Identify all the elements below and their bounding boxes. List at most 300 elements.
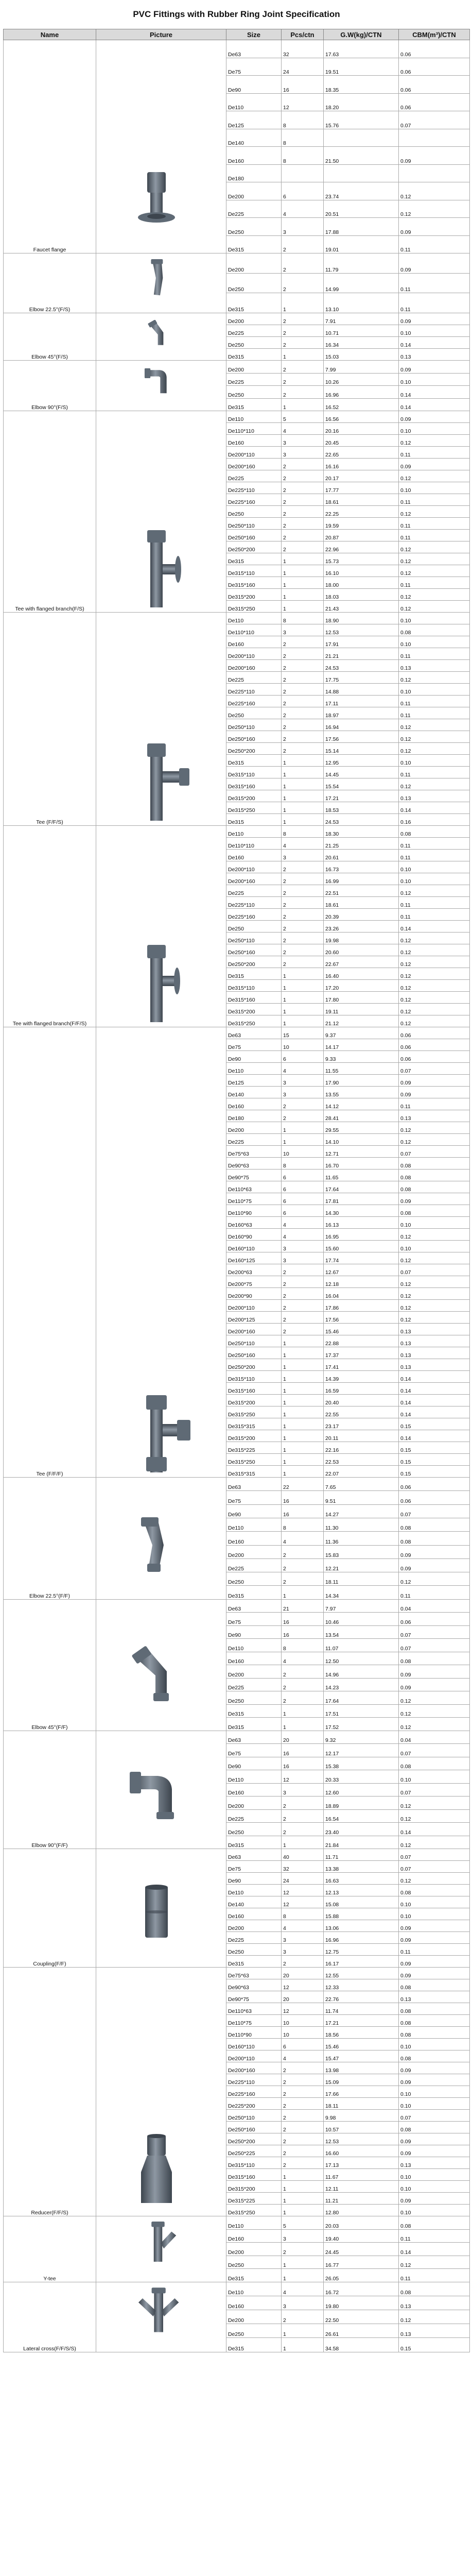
pcs-cell: 3 bbox=[282, 1783, 324, 1797]
gw-cell: 11.65 bbox=[324, 1170, 399, 1181]
size-cell: De160*110 bbox=[226, 1241, 282, 1252]
gw-cell: 12.75 bbox=[324, 1944, 399, 1956]
pcs-cell: 2 bbox=[282, 1797, 324, 1810]
size-cell: De200*110 bbox=[226, 447, 282, 459]
pcs-cell: 2 bbox=[282, 1312, 324, 1324]
cbm-cell: 0.14 bbox=[399, 1823, 470, 1836]
pcs-cell: 1 bbox=[282, 1718, 324, 1731]
gw-cell: 10.26 bbox=[324, 373, 399, 386]
gw-cell: 17.66 bbox=[324, 2086, 399, 2098]
pcs-cell: 16 bbox=[282, 1625, 324, 1639]
size-cell: De315*200 bbox=[226, 1004, 282, 1015]
gw-cell: 22.65 bbox=[324, 447, 399, 459]
gw-cell: 11.71 bbox=[324, 1849, 399, 1861]
gw-cell: 17.75 bbox=[324, 672, 399, 684]
gw-cell: 12.55 bbox=[324, 1968, 399, 1979]
gw-cell: 22.76 bbox=[324, 1991, 399, 2003]
size-cell: De315*200 bbox=[226, 790, 282, 802]
cbm-cell: 0.08 bbox=[399, 2003, 470, 2015]
cbm-cell: 0.14 bbox=[399, 1371, 470, 1383]
size-cell: De315 bbox=[226, 1836, 282, 1849]
cbm-cell: 0.12 bbox=[399, 1004, 470, 1015]
gw-cell: 12.53 bbox=[324, 624, 399, 636]
cbm-cell: 0.10 bbox=[399, 1908, 470, 1920]
gw-cell: 12.17 bbox=[324, 1744, 399, 1757]
cbm-cell: 0.12 bbox=[399, 1704, 470, 1718]
gw-cell: 12.13 bbox=[324, 1885, 399, 1896]
product-name: Tee (F/F/F) bbox=[4, 1027, 96, 1478]
pcs-cell: 2 bbox=[282, 1545, 324, 1558]
cbm-cell: 0.14 bbox=[399, 1406, 470, 1418]
cbm-cell: 0.11 bbox=[399, 1586, 470, 1599]
size-cell: De250*110 bbox=[226, 2110, 282, 2122]
size-cell: De315*315 bbox=[226, 1418, 282, 1430]
gw-cell: 10.46 bbox=[324, 1613, 399, 1626]
cbm-cell: 0.15 bbox=[399, 1454, 470, 1466]
pcs-cell: 8 bbox=[282, 129, 324, 147]
size-cell: De225*160 bbox=[226, 696, 282, 707]
pcs-cell: 2 bbox=[282, 2133, 324, 2145]
gw-cell: 14.10 bbox=[324, 1134, 399, 1146]
pcs-cell: 1 bbox=[282, 2169, 324, 2181]
size-cell: De315*250 bbox=[226, 802, 282, 814]
pcs-cell: 2 bbox=[282, 2098, 324, 2110]
cbm-cell: 0.09 bbox=[399, 1193, 470, 1205]
gw-cell: 17.77 bbox=[324, 482, 399, 494]
gw-cell: 21.25 bbox=[324, 838, 399, 850]
cbm-cell: 0.11 bbox=[399, 1098, 470, 1110]
gw-cell: 16.77 bbox=[324, 2256, 399, 2269]
size-cell: De225 bbox=[226, 325, 282, 337]
size-cell: De315 bbox=[226, 814, 282, 826]
cbm-cell: 0.11 bbox=[399, 518, 470, 530]
pcs-cell: 2 bbox=[282, 518, 324, 530]
pcs-cell: 4 bbox=[282, 1229, 324, 1241]
size-cell: De200 bbox=[226, 253, 282, 274]
product-name: Elbow 90°(F/S) bbox=[4, 361, 96, 411]
cbm-cell: 0.09 bbox=[399, 1087, 470, 1098]
size-cell: De250*200 bbox=[226, 743, 282, 755]
table-row bbox=[4, 1849, 470, 1861]
pcs-cell: 1 bbox=[282, 755, 324, 767]
size-cell: De315 bbox=[226, 755, 282, 767]
cbm-cell: 0.10 bbox=[399, 1241, 470, 1252]
size-cell: De200 bbox=[226, 1920, 282, 1932]
pcs-cell: 12 bbox=[282, 2003, 324, 2015]
gw-cell: 16.13 bbox=[324, 1217, 399, 1229]
pcs-cell: 4 bbox=[282, 1532, 324, 1545]
size-cell: De200*110 bbox=[226, 648, 282, 660]
cbm-cell: 0.12 bbox=[399, 1691, 470, 1705]
pcs-cell: 4 bbox=[282, 200, 324, 218]
gw-cell: 13.54 bbox=[324, 1625, 399, 1639]
gw-cell: 22.96 bbox=[324, 541, 399, 553]
size-cell: De250 bbox=[226, 2256, 282, 2269]
size-cell: De160*63 bbox=[226, 1217, 282, 1229]
gw-cell: 18.11 bbox=[324, 1572, 399, 1586]
cbm-cell: 0.12 bbox=[399, 589, 470, 601]
pcs-cell: 8 bbox=[282, 826, 324, 838]
gw-cell: 21.43 bbox=[324, 601, 399, 613]
cbm-cell: 0.06 bbox=[399, 1613, 470, 1626]
cbm-cell: 0.12 bbox=[399, 1015, 470, 1027]
pcs-cell: 40 bbox=[282, 1849, 324, 1861]
pcs-cell: 8 bbox=[282, 1908, 324, 1920]
product-name: Coupling(F/F) bbox=[4, 1849, 96, 1968]
pcs-cell: 2 bbox=[282, 459, 324, 470]
gw-cell: 17.56 bbox=[324, 731, 399, 743]
cbm-cell: 0.11 bbox=[399, 577, 470, 589]
cbm-cell: 0.09 bbox=[399, 1932, 470, 1944]
cbm-cell: 0.08 bbox=[399, 1518, 470, 1531]
cbm-cell: 0.14 bbox=[399, 386, 470, 399]
gw-cell: 13.10 bbox=[324, 293, 399, 313]
size-cell: De250 bbox=[226, 921, 282, 933]
pcs-cell: 2 bbox=[282, 885, 324, 897]
gw-cell: 11.07 bbox=[324, 1639, 399, 1652]
pcs-cell: 1 bbox=[282, 2181, 324, 2193]
size-cell: De75 bbox=[226, 1491, 282, 1504]
cbm-cell: 0.12 bbox=[399, 944, 470, 956]
pcs-cell: 3 bbox=[282, 1075, 324, 1087]
size-cell: De160 bbox=[226, 1652, 282, 1665]
gw-cell: 16.99 bbox=[324, 873, 399, 885]
size-cell: De75 bbox=[226, 58, 282, 76]
gw-cell: 11.55 bbox=[324, 1063, 399, 1075]
pcs-cell: 1 bbox=[282, 293, 324, 313]
gw-cell: 12.53 bbox=[324, 2133, 399, 2145]
gw-cell: 26.05 bbox=[324, 2269, 399, 2282]
pcs-cell: 16 bbox=[282, 1504, 324, 1518]
table-row bbox=[4, 1968, 470, 1979]
pcs-cell: 2 bbox=[282, 1300, 324, 1312]
cbm-cell: 0.08 bbox=[399, 2050, 470, 2062]
cbm-cell: 0.08 bbox=[399, 2216, 470, 2230]
gw-cell: 15.47 bbox=[324, 2050, 399, 2062]
pcs-cell: 3 bbox=[282, 218, 324, 236]
gw-cell: 15.46 bbox=[324, 1324, 399, 1335]
size-cell: De315*110 bbox=[226, 1371, 282, 1383]
pcs-cell: 4 bbox=[282, 838, 324, 850]
cbm-cell: 0.11 bbox=[399, 850, 470, 861]
cbm-cell: 0.07 bbox=[399, 1744, 470, 1757]
gw-cell: 16.60 bbox=[324, 2145, 399, 2157]
pcs-cell: 6 bbox=[282, 1205, 324, 1217]
pcs-cell: 10 bbox=[282, 2027, 324, 2039]
cbm-cell: 0.15 bbox=[399, 1466, 470, 1478]
gw-cell: 20.45 bbox=[324, 435, 399, 447]
cbm-cell: 0.10 bbox=[399, 2086, 470, 2098]
pcs-cell: 1 bbox=[282, 1406, 324, 1418]
cbm-cell: 0.07 bbox=[399, 111, 470, 129]
pcs-cell: 2 bbox=[282, 672, 324, 684]
gw-cell: 10.57 bbox=[324, 2122, 399, 2133]
product-name: Lateral cross(F/F/S/S) bbox=[4, 2282, 96, 2352]
cbm-cell: 0.09 bbox=[399, 1665, 470, 1679]
pcs-cell: 2 bbox=[282, 2062, 324, 2074]
cbm-cell: 0.10 bbox=[399, 1896, 470, 1908]
cbm-cell: 0.10 bbox=[399, 373, 470, 386]
pcs-cell: 2 bbox=[282, 1678, 324, 1691]
gw-cell: 28.41 bbox=[324, 1110, 399, 1122]
cbm-cell: 0.12 bbox=[399, 1809, 470, 1823]
size-cell: De200 bbox=[226, 1545, 282, 1558]
size-cell: De315*250 bbox=[226, 1454, 282, 1466]
elbow-22-ff-icon bbox=[128, 1512, 195, 1599]
cbm-cell: 0.08 bbox=[399, 2282, 470, 2296]
cbm-cell: 0.10 bbox=[399, 755, 470, 767]
size-cell: De160*110 bbox=[226, 2039, 282, 2050]
pcs-cell: 2 bbox=[282, 2157, 324, 2169]
product-name: Elbow 90°(F/F) bbox=[4, 1731, 96, 1849]
pcs-cell: 16 bbox=[282, 1744, 324, 1757]
cbm-cell: 0.06 bbox=[399, 1051, 470, 1063]
size-cell: De225 bbox=[226, 1558, 282, 1572]
pcs-cell: 2 bbox=[282, 1110, 324, 1122]
size-cell: De110 bbox=[226, 2282, 282, 2296]
product-picture bbox=[96, 253, 226, 313]
cbm-cell: 0.13 bbox=[399, 660, 470, 672]
pcs-cell: 8 bbox=[282, 147, 324, 165]
size-cell: De200*125 bbox=[226, 1312, 282, 1324]
gw-cell: 14.88 bbox=[324, 684, 399, 696]
pcs-cell: 2 bbox=[282, 1665, 324, 1679]
tee-ffs-icon bbox=[128, 738, 195, 825]
gw-cell: 17.88 bbox=[324, 218, 399, 236]
size-cell: De250 bbox=[226, 1691, 282, 1705]
size-cell: De110*110 bbox=[226, 423, 282, 435]
gw-cell: 21.21 bbox=[324, 648, 399, 660]
size-cell: De63 bbox=[226, 1599, 282, 1613]
cbm-cell: 0.12 bbox=[399, 1276, 470, 1288]
cbm-cell: 0.08 bbox=[399, 2027, 470, 2039]
product-name: Elbow 22.5°(F/S) bbox=[4, 253, 96, 313]
pcs-cell: 4 bbox=[282, 2282, 324, 2296]
gw-cell: 18.11 bbox=[324, 2098, 399, 2110]
size-cell: De110 bbox=[226, 411, 282, 423]
gw-cell: 17.56 bbox=[324, 1312, 399, 1324]
cbm-cell: 0.11 bbox=[399, 494, 470, 506]
product-picture bbox=[96, 1599, 226, 1731]
gw-cell: 17.63 bbox=[324, 40, 399, 58]
cbm-cell: 0.11 bbox=[399, 530, 470, 541]
gw-cell: 13.55 bbox=[324, 1087, 399, 1098]
size-cell: De225 bbox=[226, 1932, 282, 1944]
gw-cell: 19.40 bbox=[324, 2229, 399, 2243]
cbm-cell: 0.09 bbox=[399, 1075, 470, 1087]
cbm-cell: 0.14 bbox=[399, 1383, 470, 1395]
pcs-cell: 1 bbox=[282, 1586, 324, 1599]
pcs-cell: 1 bbox=[282, 1015, 324, 1027]
product-picture bbox=[96, 411, 226, 613]
cbm-cell bbox=[399, 129, 470, 147]
size-cell: De125 bbox=[226, 111, 282, 129]
pcs-cell: 1 bbox=[282, 553, 324, 565]
cbm-cell: 0.12 bbox=[399, 1229, 470, 1241]
header-picture: Picture bbox=[96, 29, 226, 40]
pcs-cell: 22 bbox=[282, 1478, 324, 1491]
size-cell: De160 bbox=[226, 2229, 282, 2243]
size-cell: De110 bbox=[226, 1063, 282, 1075]
gw-cell: 17.51 bbox=[324, 1704, 399, 1718]
cbm-cell: 0.12 bbox=[399, 1300, 470, 1312]
size-cell: De315*160 bbox=[226, 577, 282, 589]
gw-cell: 23.26 bbox=[324, 921, 399, 933]
pcs-cell: 1 bbox=[282, 992, 324, 1004]
pcs-cell: 2 bbox=[282, 2074, 324, 2086]
gw-cell: 19.80 bbox=[324, 2296, 399, 2310]
gw-cell: 19.11 bbox=[324, 1004, 399, 1015]
cbm-cell: 0.15 bbox=[399, 2338, 470, 2352]
gw-cell: 17.20 bbox=[324, 980, 399, 992]
pcs-cell: 2 bbox=[282, 707, 324, 719]
gw-cell: 16.16 bbox=[324, 459, 399, 470]
gw-cell: 18.61 bbox=[324, 494, 399, 506]
pcs-cell: 6 bbox=[282, 1181, 324, 1193]
cbm-cell: 0.12 bbox=[399, 672, 470, 684]
gw-cell: 17.74 bbox=[324, 1252, 399, 1264]
table-row bbox=[4, 253, 470, 274]
gw-cell: 16.96 bbox=[324, 386, 399, 399]
pcs-cell: 2 bbox=[282, 684, 324, 696]
pcs-cell: 24 bbox=[282, 58, 324, 76]
size-cell: De315*225 bbox=[226, 2193, 282, 2205]
gw-cell: 17.80 bbox=[324, 992, 399, 1004]
gw-cell: 19.98 bbox=[324, 933, 399, 944]
gw-cell: 12.71 bbox=[324, 1146, 399, 1158]
size-cell: De250*160 bbox=[226, 2122, 282, 2133]
cbm-cell: 0.07 bbox=[399, 1504, 470, 1518]
size-cell: De225 bbox=[226, 1809, 282, 1823]
size-cell: De315*250 bbox=[226, 1015, 282, 1027]
size-cell: De315 bbox=[226, 1718, 282, 1731]
size-cell: De225*110 bbox=[226, 482, 282, 494]
header-pcs: Pcs/ctn bbox=[282, 29, 324, 40]
product-name: Faucet flange bbox=[4, 40, 96, 253]
size-cell: De75 bbox=[226, 1744, 282, 1757]
pcs-cell: 2 bbox=[282, 325, 324, 337]
size-cell: De315*200 bbox=[226, 2181, 282, 2193]
pcs-cell: 6 bbox=[282, 182, 324, 200]
cbm-cell: 0.13 bbox=[399, 1324, 470, 1335]
cbm-cell: 0.12 bbox=[399, 885, 470, 897]
pcs-cell: 2 bbox=[282, 933, 324, 944]
pcs-cell: 2 bbox=[282, 2243, 324, 2256]
cbm-cell: 0.14 bbox=[399, 1430, 470, 1442]
size-cell: De90*63 bbox=[226, 1979, 282, 1991]
cbm-cell: 0.12 bbox=[399, 1252, 470, 1264]
cbm-cell: 0.08 bbox=[399, 2122, 470, 2133]
size-cell: De75 bbox=[226, 1613, 282, 1626]
pcs-cell: 4 bbox=[282, 2050, 324, 2062]
gw-cell: 20.40 bbox=[324, 1395, 399, 1406]
pcs-cell: 4 bbox=[282, 1063, 324, 1075]
size-cell: De315*225 bbox=[226, 1442, 282, 1454]
product-picture bbox=[96, 2216, 226, 2282]
size-cell: De225*110 bbox=[226, 897, 282, 909]
pcs-cell: 1 bbox=[282, 1430, 324, 1442]
pcs-cell: 1 bbox=[282, 1454, 324, 1466]
cbm-cell: 0.11 bbox=[399, 897, 470, 909]
size-cell: De200*75 bbox=[226, 1276, 282, 1288]
size-cell: De315*250 bbox=[226, 2205, 282, 2216]
cbm-cell: 0.12 bbox=[399, 980, 470, 992]
cbm-cell: 0.06 bbox=[399, 58, 470, 76]
gw-cell: 7.99 bbox=[324, 361, 399, 374]
cbm-cell: 0.10 bbox=[399, 2181, 470, 2193]
pcs-cell: 1 bbox=[282, 2338, 324, 2352]
size-cell: De315*200 bbox=[226, 589, 282, 601]
gw-cell: 18.53 bbox=[324, 802, 399, 814]
cbm-cell: 0.10 bbox=[399, 2169, 470, 2181]
gw-cell: 15.03 bbox=[324, 349, 399, 361]
table-row bbox=[4, 361, 470, 374]
size-cell: De110*63 bbox=[226, 2003, 282, 2015]
pcs-cell: 2 bbox=[282, 313, 324, 325]
gw-cell: 15.09 bbox=[324, 2074, 399, 2086]
gw-cell: 16.94 bbox=[324, 719, 399, 731]
cbm-cell: 0.08 bbox=[399, 1532, 470, 1545]
page-title: PVC Fittings with Rubber Ring Joint Specification bbox=[133, 9, 340, 19]
pcs-cell: 16 bbox=[282, 1757, 324, 1770]
pcs-cell: 2 bbox=[282, 253, 324, 274]
gw-cell: 24.53 bbox=[324, 660, 399, 672]
size-cell: De110*90 bbox=[226, 1205, 282, 1217]
size-cell: De225 bbox=[226, 470, 282, 482]
gw-cell: 14.34 bbox=[324, 1586, 399, 1599]
product-name: Tee with flanged branch(F/S) bbox=[4, 411, 96, 613]
cbm-cell: 0.07 bbox=[399, 1063, 470, 1075]
cbm-cell: 0.10 bbox=[399, 2039, 470, 2050]
size-cell: De110 bbox=[226, 2216, 282, 2230]
gw-cell: 15.88 bbox=[324, 1908, 399, 1920]
pcs-cell: 8 bbox=[282, 111, 324, 129]
size-cell: De125 bbox=[226, 1075, 282, 1087]
table-row bbox=[4, 1478, 470, 1491]
pcs-cell: 2 bbox=[282, 636, 324, 648]
cbm-cell: 0.11 bbox=[399, 696, 470, 707]
elbow-22-fs-icon bbox=[128, 257, 195, 313]
gw-cell: 14.23 bbox=[324, 1678, 399, 1691]
pcs-cell: 2 bbox=[282, 873, 324, 885]
tee-flanged-ffs-icon bbox=[128, 939, 195, 1027]
pcs-cell: 2 bbox=[282, 470, 324, 482]
faucet-flange-icon bbox=[128, 165, 195, 253]
gw-cell: 18.56 bbox=[324, 2027, 399, 2039]
gw-cell: 15.73 bbox=[324, 553, 399, 565]
gw-cell: 20.16 bbox=[324, 423, 399, 435]
size-cell: De315 bbox=[226, 2269, 282, 2282]
gw-cell: 14.45 bbox=[324, 767, 399, 778]
gw-cell: 21.50 bbox=[324, 147, 399, 165]
size-cell: De250*200 bbox=[226, 956, 282, 968]
gw-cell: 22.07 bbox=[324, 1466, 399, 1478]
pcs-cell: 3 bbox=[282, 624, 324, 636]
pcs-cell: 1 bbox=[282, 577, 324, 589]
pcs-cell: 2 bbox=[282, 956, 324, 968]
gw-cell: 17.90 bbox=[324, 1075, 399, 1087]
cbm-cell: 0.12 bbox=[399, 743, 470, 755]
size-cell: De63 bbox=[226, 1731, 282, 1744]
gw-cell: 22.88 bbox=[324, 1335, 399, 1347]
pcs-cell: 2 bbox=[282, 719, 324, 731]
cbm-cell: 0.14 bbox=[399, 2243, 470, 2256]
table-row bbox=[4, 1027, 470, 1039]
cbm-cell: 0.11 bbox=[399, 2269, 470, 2282]
size-cell: De200 bbox=[226, 1122, 282, 1134]
pcs-cell: 2 bbox=[282, 530, 324, 541]
cbm-cell: 0.12 bbox=[399, 992, 470, 1004]
